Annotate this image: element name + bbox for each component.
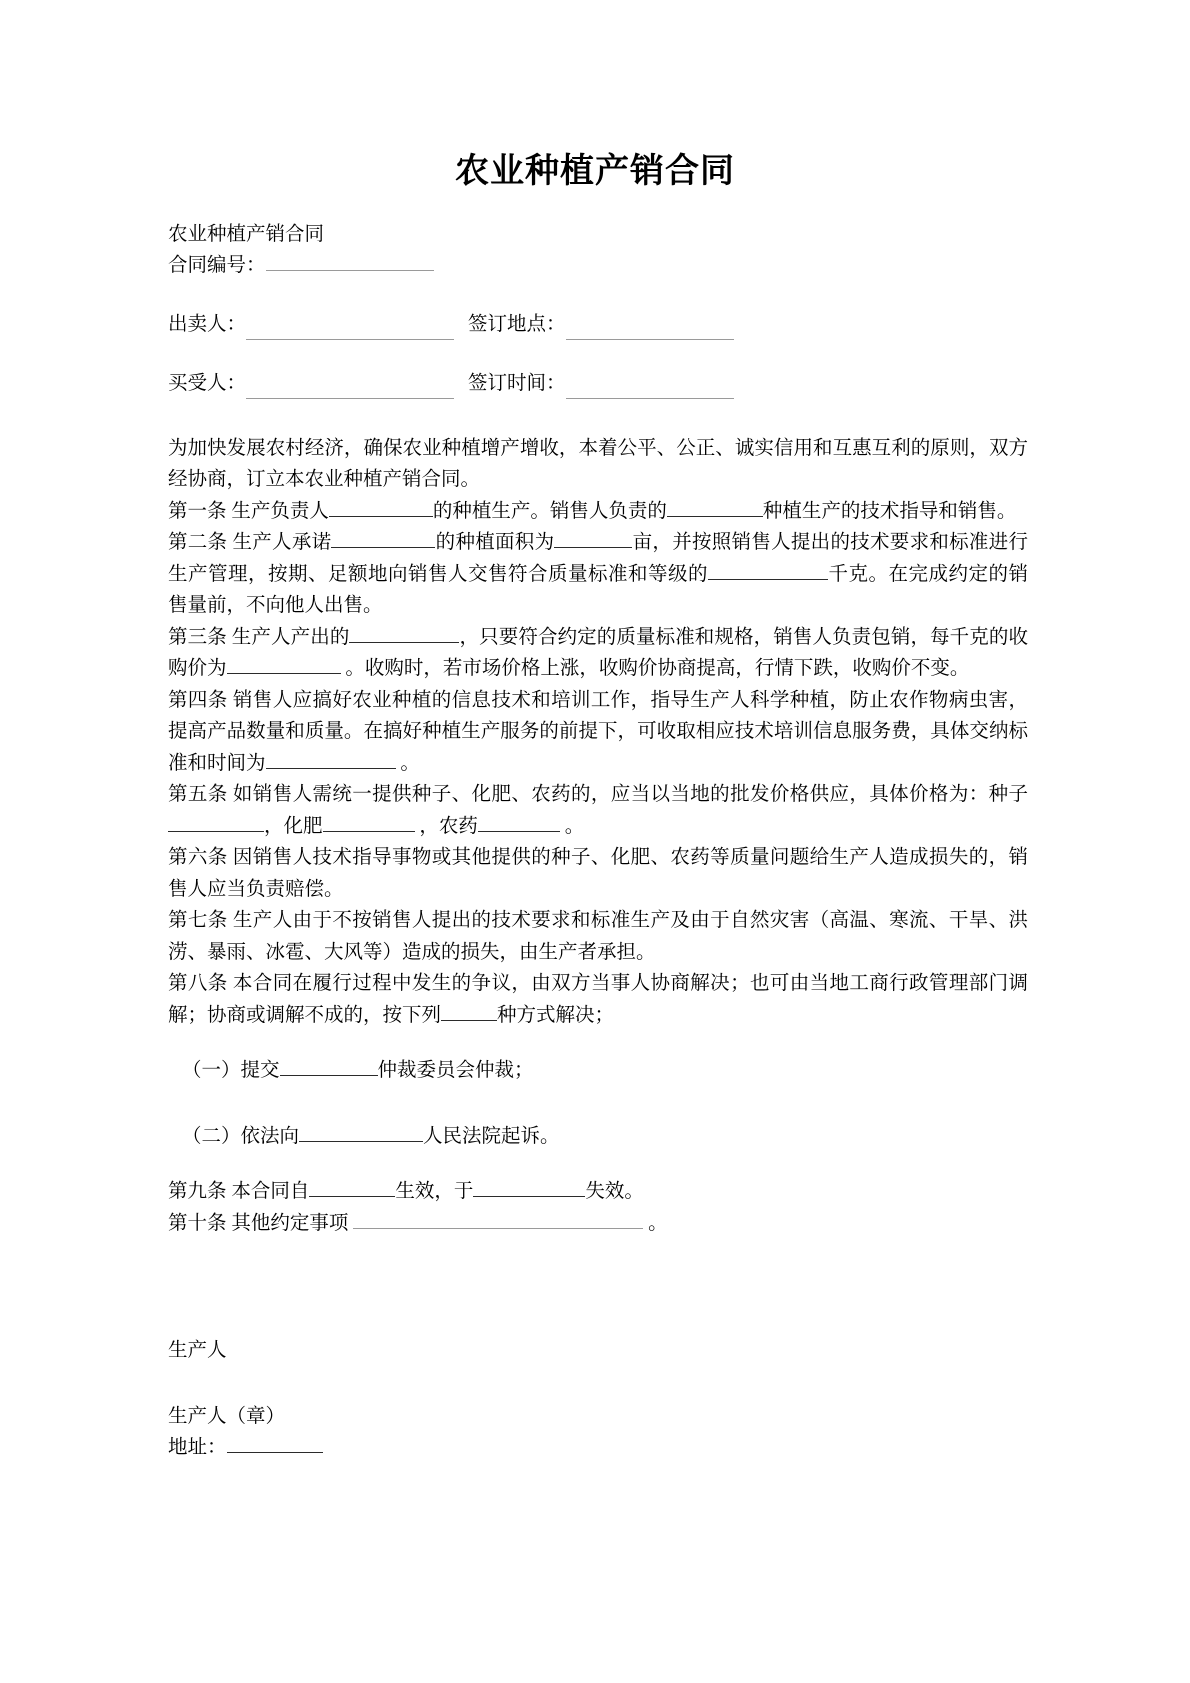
article-4-blank-1[interactable] (266, 748, 396, 769)
dispute-option-1-text-0: （一）提交 (182, 1060, 280, 1081)
seller-field (168, 309, 468, 340)
sign-time-label: 签订时间： (468, 372, 566, 394)
dispute-option-1-text-2: 仲裁委员会仲裁； (377, 1060, 534, 1081)
article-number: 第十条 (168, 1212, 232, 1234)
spacer (168, 1031, 1028, 1055)
spacer (168, 1152, 1028, 1176)
spacer (168, 1367, 1028, 1401)
dispute-option-2-text-0: （二）依法向 (182, 1125, 300, 1147)
closing-article-9-text-2: 生效，于 (395, 1181, 474, 1202)
article-1-blank-3[interactable] (667, 496, 763, 517)
article-1-text-2: 的种植生产。销售人负责的 (432, 500, 667, 522)
article-5-blank-5[interactable] (478, 811, 560, 832)
article-2-text-6: 千克。在完成约定的销售量前，不向他人出售。 (168, 563, 1028, 616)
sign-time-field (468, 368, 734, 399)
sign-place-label: 签订地点： (468, 313, 566, 335)
contract-number-blank[interactable] (266, 250, 434, 271)
article-number: 第二条 (168, 532, 233, 553)
closing-article-9-blank-1[interactable] (309, 1177, 395, 1198)
article-number: 第八条 (168, 973, 233, 994)
article-5-text-4: ，农药 (414, 815, 478, 837)
closing-article-10-blank-1[interactable] (353, 1208, 643, 1229)
closing-article-9-text-4: 失效。 (585, 1181, 644, 1202)
article-paragraph (168, 527, 1028, 622)
address-label: 地址： (168, 1437, 227, 1458)
dispute-options-container (168, 1055, 1028, 1152)
article-6-text-0: 因销售人技术指导事物或其他提供的种子、化肥、农药等质量问题给生产人造成损失的，销售人应当负责赔偿。 (168, 847, 1028, 900)
article-5-blank-1[interactable] (168, 811, 264, 832)
article-4-text-2: 。 (395, 752, 420, 774)
article-paragraph (168, 1208, 1028, 1240)
article-5-text-0: 如销售人需统一提供种子、化肥、农药的，应当以当地的批发价格供应，具体价格为：种子 (232, 784, 1028, 805)
article-1-text-4: 种植生产的技术指导和销售。 (762, 500, 1017, 522)
preamble-paragraph: 为加快发展农村经济，确保农业种植增产增收，本着公平、公正、诚实信用和互惠互利的原则，双方经协商，订立本农业种植产销合同。 (168, 437, 1028, 490)
article-8-text-2: 种方式解决； (497, 1004, 615, 1026)
buyer-label: 买受人： (168, 372, 247, 394)
dispute-option (168, 1121, 1028, 1153)
spacer (168, 399, 1028, 433)
article-number: 第六条 (168, 847, 233, 868)
buyer-blank[interactable] (246, 378, 454, 399)
article-number: 第三条 (168, 626, 232, 648)
closing-article-9-blank-3[interactable] (473, 1177, 585, 1198)
article-paragraph (168, 968, 1028, 1031)
seller-label: 出卖人： (168, 313, 247, 335)
sign-place-blank[interactable] (566, 319, 734, 340)
article-5-text-6: 。 (559, 815, 585, 837)
article-3-blank-1[interactable] (349, 622, 459, 643)
dispute-option-2-blank-1[interactable] (299, 1121, 423, 1142)
article-1-blank-1[interactable] (329, 496, 433, 517)
seller-blank[interactable] (246, 319, 454, 340)
page-title: 农业种植产销合同 (455, 152, 735, 190)
spacer (168, 1239, 1028, 1335)
articles-container (168, 496, 1028, 1032)
article-2-blank-3[interactable] (554, 528, 632, 549)
article-3-text-0: 生产人产出的 (231, 626, 350, 648)
article-1-text-0: 生产负责人 (231, 500, 329, 522)
article-2-blank-5[interactable] (708, 559, 828, 580)
article-number: 第一条 (168, 500, 232, 522)
closing-article-10-text-2: 。 (643, 1212, 668, 1234)
buyer-field (168, 368, 468, 399)
article-paragraph (168, 779, 1028, 842)
article-paragraph (168, 842, 1028, 905)
contract-number-line (168, 250, 1028, 281)
party-row-seller (168, 309, 1028, 340)
article-2-text-2: 的种植面积为 (435, 532, 555, 553)
article-8-text-0: 本合同在履行过程中发生的争议，由双方当事人协商解决；也可由当地工商行政管理部门调解；协商或调解不成的，按下列 (168, 973, 1028, 1026)
closing-article-9-text-0: 本合同自 (231, 1181, 310, 1202)
article-4-text-0: 销售人应搞好农业种植的信息技术和培训工作，指导生产人科学种植，防止农作物病虫害，提高产品数量和质量。在搞好种植生产服务的前提下，可收取相应技术培训信息服务费，具体交纳标准和时间为 (168, 689, 1028, 774)
article-7-text-0: 生产人由于不按销售人提出的技术要求和标准生产及由于自然灾害（高温、寒流、干旱、洪涝、暴雨、冰雹、大风等）造成的损失，由生产者承担。 (168, 910, 1028, 963)
article-paragraph (168, 622, 1028, 685)
article-3-text-4: 。收购时，若市场价格上涨，收购价协商提高，行情下跌，收购价不变。 (340, 658, 970, 679)
article-8-blank-1[interactable] (441, 1000, 497, 1021)
signature-address-line (168, 1432, 1028, 1464)
article-3-blank-3[interactable] (227, 654, 341, 675)
article-2-text-0: 生产人承诺 (232, 532, 332, 553)
signature-producer: 生产人 (168, 1340, 227, 1361)
article-5-text-2: ，化肥 (264, 815, 323, 837)
dispute-option (168, 1055, 1028, 1087)
article-2-text-4: 亩，并按照销售人提出的技术要求和标准进行生产管理，按期、足额地向销售人交售符合质量标准和等级的 (168, 532, 1028, 585)
article-paragraph (168, 1176, 1028, 1208)
closing-articles-container (168, 1176, 1028, 1239)
document-body (168, 219, 1028, 1464)
article-3-text-2: ，只要符合约定的质量标准和规格，销售人负责包销，每千克的收购价为 (168, 626, 1028, 679)
article-paragraph (168, 685, 1028, 780)
dispute-option-2-text-2: 人民法院起诉。 (423, 1125, 560, 1147)
sign-place-field (468, 309, 734, 340)
article-number: 第九条 (168, 1181, 232, 1202)
article-number: 第四条 (168, 689, 233, 711)
party-row-buyer (168, 368, 1028, 399)
closing-article-10-text-0: 其他约定事项 (231, 1212, 354, 1234)
article-5-blank-3[interactable] (323, 811, 415, 832)
dispute-option-1-blank-1[interactable] (280, 1056, 378, 1077)
article-paragraph (168, 905, 1028, 968)
article-number: 第七条 (168, 910, 233, 931)
signature-producer-seal: 生产人（章） (168, 1405, 286, 1427)
document-subtitle: 农业种植产销合同 (168, 223, 325, 245)
spacer (168, 1087, 1028, 1121)
sign-time-blank[interactable] (566, 378, 734, 399)
article-number: 第五条 (168, 784, 233, 805)
contract-number-label: 合同编号： (168, 254, 266, 276)
address-blank[interactable] (227, 1433, 323, 1454)
article-2-blank-1[interactable] (331, 528, 435, 549)
article-paragraph (168, 496, 1028, 528)
